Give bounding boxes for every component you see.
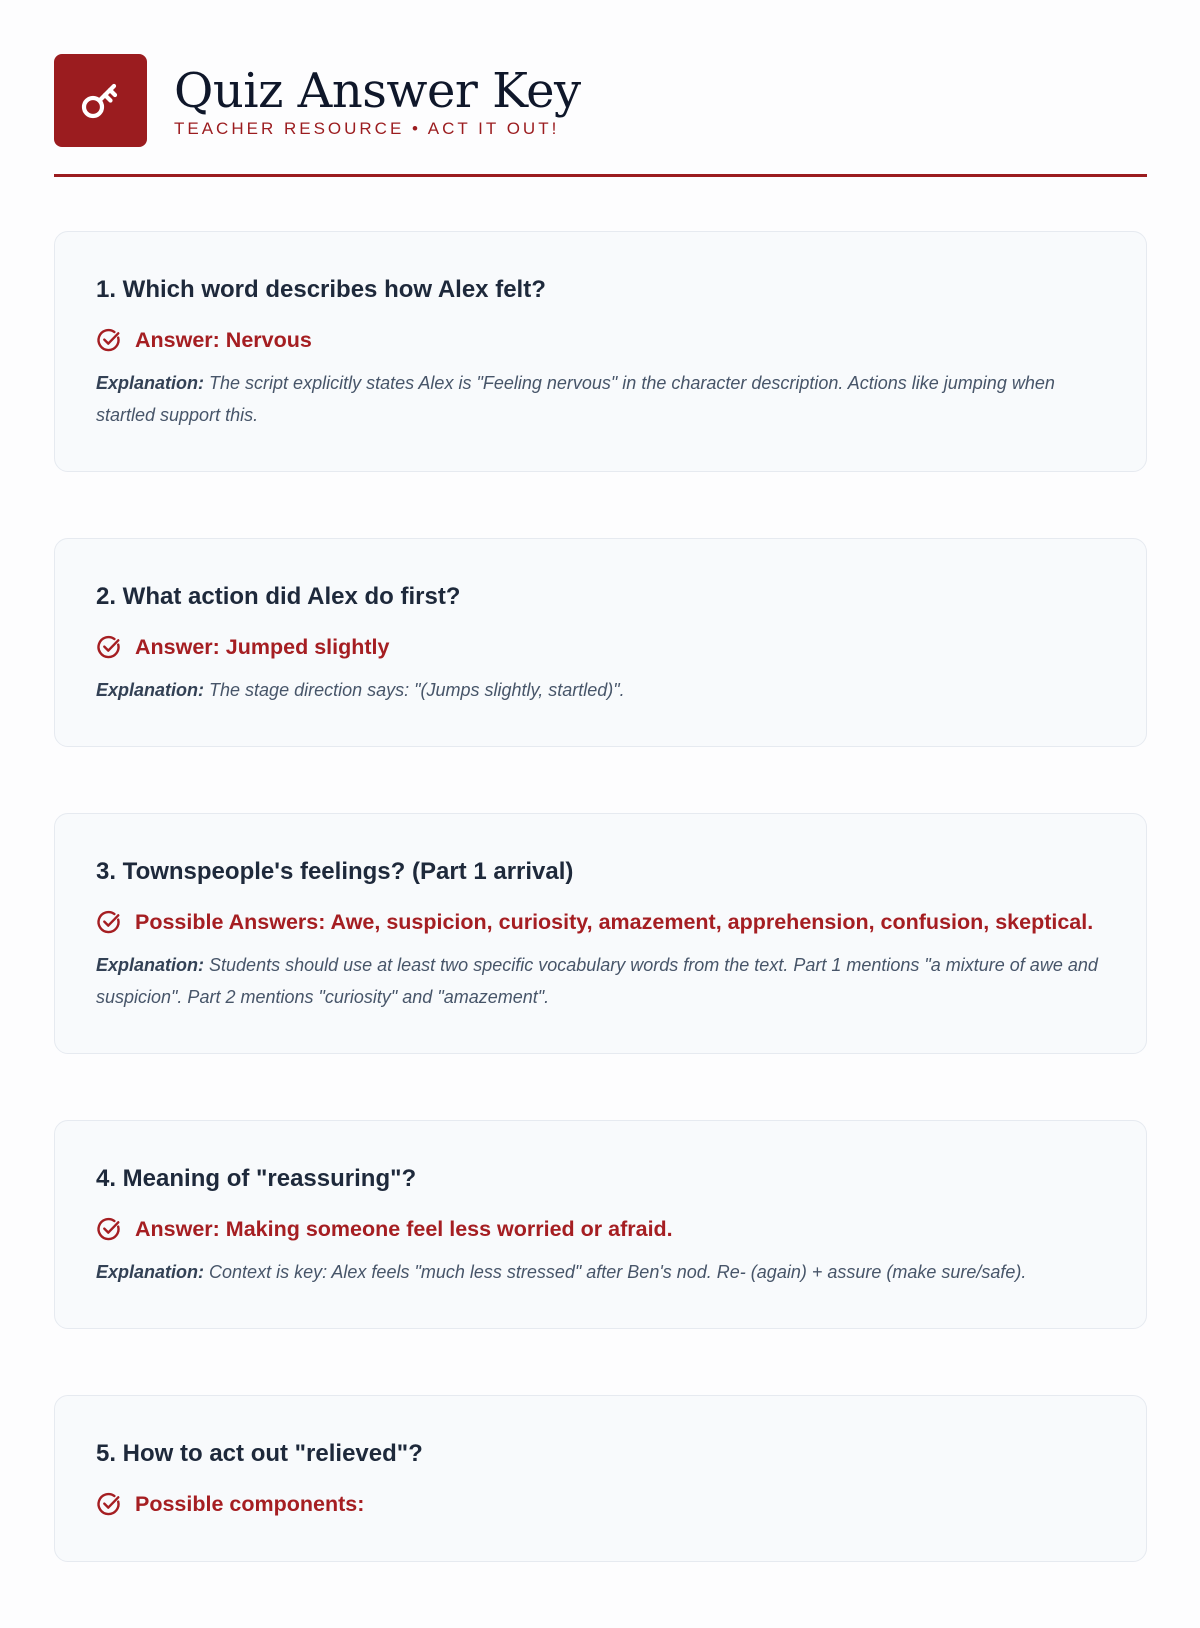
answer-row: [96, 905, 1105, 939]
explanation-text: The stage direction says: "(Jumps slightly, startled)".: [209, 680, 625, 700]
question-card: [54, 231, 1147, 472]
question-text: 4. Meaning of "reassuring"?: [96, 1165, 417, 1192]
check-circle-icon: [96, 909, 122, 935]
explanation-text: Context is key: Alex feels "much less stressed" after Ben's nod. Re- (again) + assure (make sure/safe).: [209, 1262, 1027, 1282]
explanation: [96, 367, 1105, 431]
question-card: [54, 813, 1147, 1054]
question-card: [54, 1395, 1147, 1562]
explanation: [96, 1256, 1105, 1288]
title-block: [174, 64, 581, 139]
check-circle-icon: [96, 1491, 122, 1517]
page-subtitle: TEACHER RESOURCE • ACT IT OUT!: [174, 119, 560, 138]
explanation-label: Explanation:: [96, 955, 205, 975]
question-card: [54, 1120, 1147, 1329]
question-text: 3. Townspeople's feelings? (Part 1 arrival): [96, 858, 574, 885]
answer-text: Answer: Nervous: [135, 328, 312, 352]
answer-row: [96, 323, 1105, 357]
question-card: [54, 538, 1147, 747]
answer-key-page: [54, 54, 1147, 1516]
question-list: [54, 231, 1147, 1628]
explanation-text: Students should use at least two specific vocabulary words from the text. Part 1 mentions "a mixture of awe and suspicion". Part 2 mentions "curiosity" and "amazement".: [96, 955, 1098, 1007]
key-icon: [54, 54, 147, 147]
check-circle-icon: [96, 1216, 122, 1242]
answer-row: [96, 1212, 1105, 1246]
answer-text: Answer: Jumped slightly: [135, 635, 390, 659]
explanation: [96, 949, 1105, 1013]
answer-text: Possible Answers: Awe, suspicion, curiosity, amazement, apprehension, confusion, skeptical.: [135, 910, 1094, 934]
question-text: 2. What action did Alex do first?: [96, 583, 461, 610]
explanation-label: Explanation:: [96, 1262, 205, 1282]
question-text: 5. How to act out "relieved"?: [96, 1440, 423, 1467]
answer-row: [96, 630, 1105, 664]
check-circle-icon: [96, 634, 122, 660]
answer-text: Answer: Making someone feel less worried or afraid.: [135, 1217, 673, 1241]
explanation-label: Explanation:: [96, 373, 205, 393]
page-title: Quiz Answer Key: [174, 63, 581, 119]
answer-text: Possible components:: [135, 1492, 365, 1516]
page-header: [54, 54, 1147, 147]
answer-row: [96, 1487, 1105, 1521]
question-text: 1. Which word describes how Alex felt?: [96, 276, 546, 303]
check-circle-icon: [96, 327, 122, 353]
explanation: [96, 674, 1105, 706]
explanation-label: Explanation:: [96, 680, 205, 700]
header-divider: [54, 174, 1147, 177]
explanation-text: The script explicitly states Alex is "Feeling nervous" in the character description. Actions like jumping when startled support this.: [96, 373, 1055, 425]
